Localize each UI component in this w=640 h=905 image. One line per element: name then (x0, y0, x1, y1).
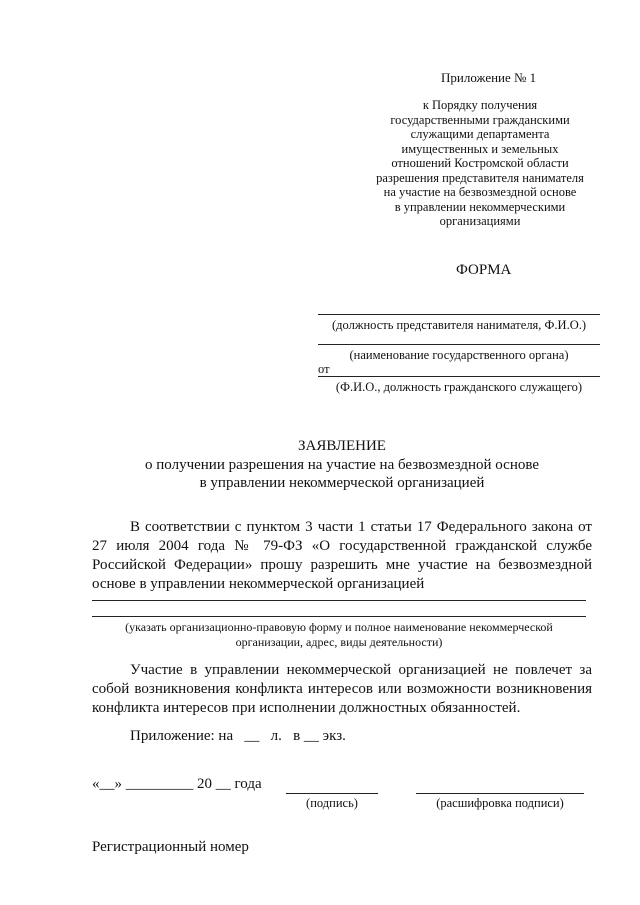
annex-line: имущественных и земельных (401, 141, 559, 156)
paragraph-line: Участие в управлении некоммерческой организацией не повлечет за (130, 662, 592, 678)
registration-number-label: Регистрационный номер (92, 839, 249, 855)
caption-employee: (Ф.И.О., должность гражданского служащего) (335, 380, 583, 394)
organization-caption-2: организации, адрес, виды деятельности) (235, 635, 443, 649)
employee-line (318, 376, 600, 377)
annex-line: к Порядку получения (422, 98, 538, 112)
paragraph-line: конфликта интересов при исполнении должностных обязанностей. (92, 700, 521, 716)
annex-line: служащими департамента (410, 127, 550, 141)
paragraph-line: основе в управлении некоммерческой организацией (92, 576, 425, 592)
organ-line (318, 344, 600, 345)
document-subtitle-1: о получении разрешения на участие на безвозмездной основе (145, 457, 539, 473)
document-subtitle-2: в управлении некоммерческой организацией (199, 475, 485, 491)
organization-caption-1: (указать организационно-правовую форму и полное наименование некоммерческой (125, 620, 553, 634)
paragraph-line: собой возникновения конфликта интересов или возможности возникновения (92, 681, 592, 697)
annex-line: организациями (439, 214, 521, 228)
signature-line (286, 793, 378, 794)
caption-position: (должность представителя нанимателя, Ф.И.О.) (331, 318, 587, 332)
annex-text (360, 98, 600, 229)
annex-line: разрешения представителя нанимателя (376, 170, 584, 185)
annex-title: Приложение № 1 (441, 70, 537, 85)
signature-caption: (подпись) (306, 796, 358, 810)
position-line (318, 314, 600, 315)
caption-organ: (наименование государственного органа) (349, 348, 569, 362)
annex-line: на участие на безвозмездной основе (383, 185, 577, 199)
date-line: «__» _________ 20 __ года (92, 776, 262, 792)
decoding-caption: (расшифровка подписи) (436, 796, 564, 810)
paragraph-line: В соответствии с пунктом 3 части 1 статьи 17 Федерального закона от (130, 519, 592, 535)
organization-line-2 (92, 616, 586, 617)
annex-line: в управлении некоммерческими (394, 199, 566, 214)
organization-line-1 (92, 600, 586, 601)
paragraph-request (92, 518, 592, 594)
form-label: ФОРМА (456, 262, 512, 278)
annex-line: отношений Костромской области (391, 156, 569, 170)
paragraph-line: Российской Федерации» прошу разрешить мне участие на безвозмездной (92, 557, 592, 573)
from-label: от (318, 362, 330, 376)
attachment-line: Приложение: на __ л. в __ экз. (130, 728, 346, 744)
annex-line: государственными гражданскими (390, 112, 570, 127)
decoding-line (416, 793, 584, 794)
paragraph-conflict (92, 661, 592, 718)
document-title: ЗАЯВЛЕНИЕ (298, 438, 386, 454)
paragraph-line: 27 июля 2004 года № 79-ФЗ «О государственной гражданской службе (92, 538, 592, 554)
